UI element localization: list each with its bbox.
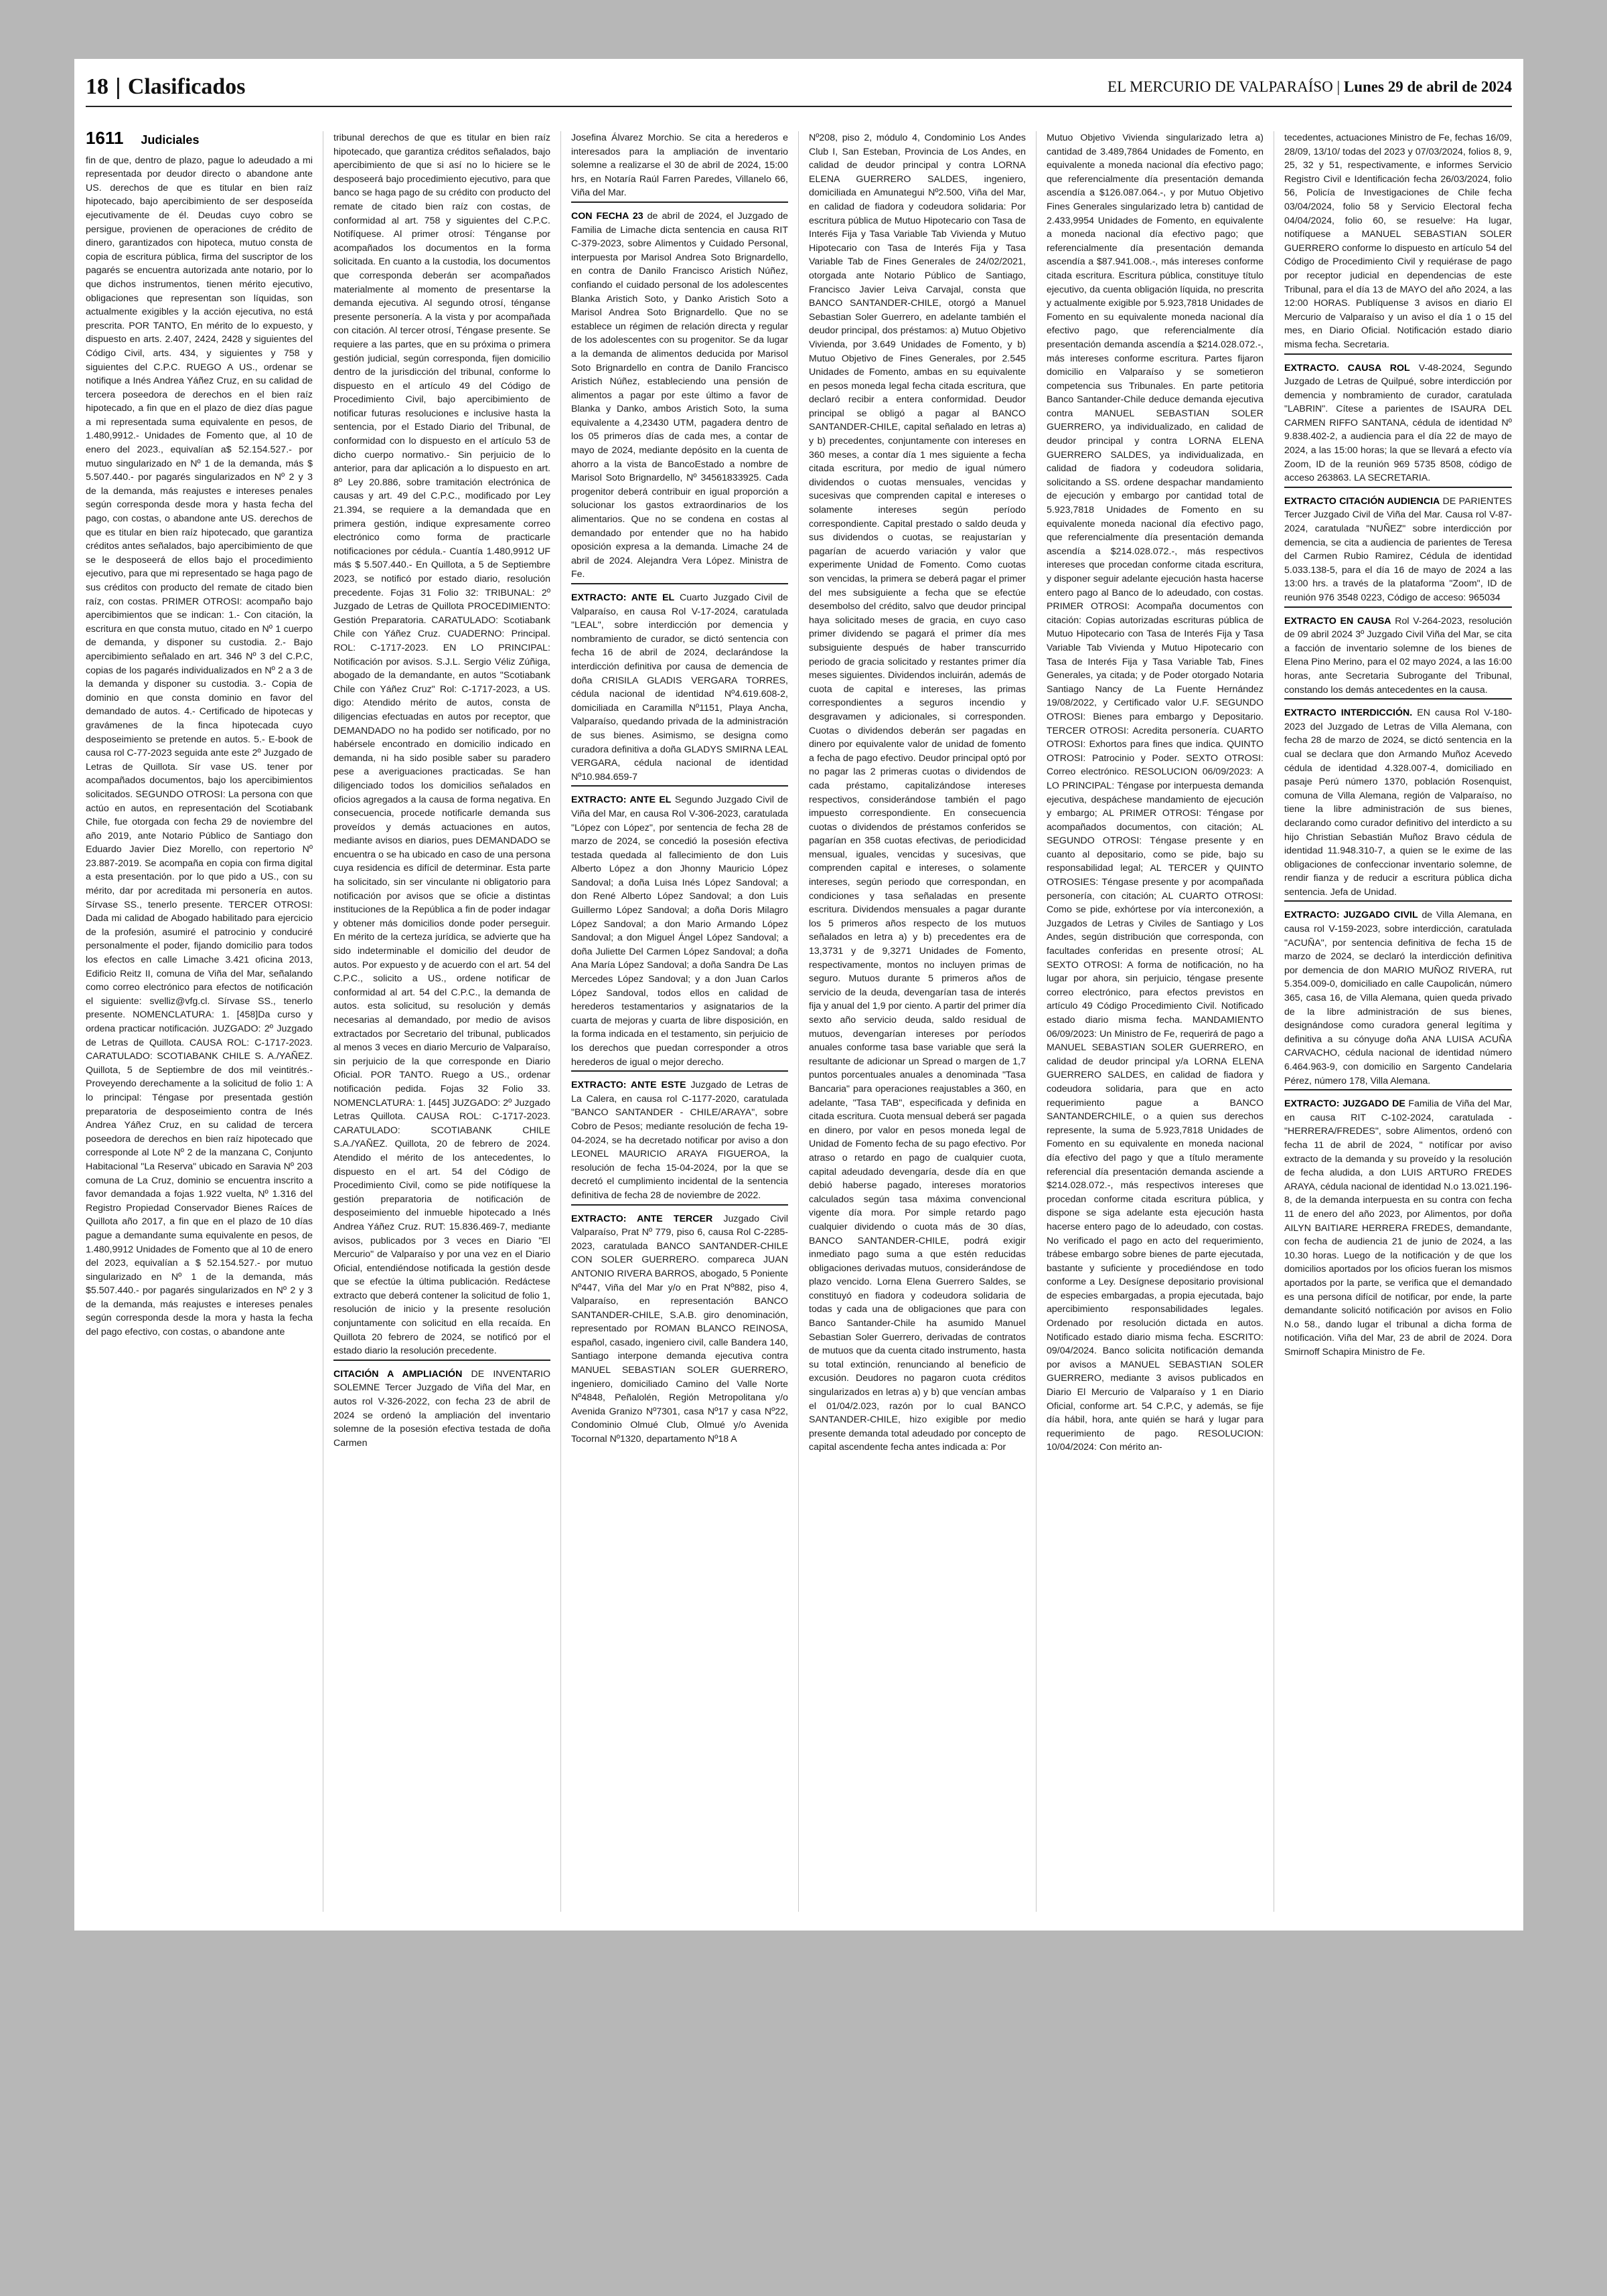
notice-text: Josefina Álvarez Morchio. Se cita a herederos e interesados para la ampliación de inventario solemne a realizarse el 30 de abril de 2024, 15:00 hrs, en Notaría Raúl Farren Paredes, Villanelo 66, Viña del Mar. [571, 133, 788, 199]
notice [1284, 495, 1512, 605]
notice [571, 591, 788, 784]
column-1 [86, 131, 323, 1912]
notice [571, 1078, 788, 1202]
notice [571, 793, 788, 1069]
notice-title: CITACIÓN A AMPLIACIÓN [333, 1368, 463, 1380]
notice-body: Juzgado Civil Valparaíso, Prat Nº 779, piso 6, causa Rol C-2285-2023, caratulada BANCO SANTANDER-CHILE CON SOLER GUERRERO. compareca JUAN ANTONIO RIVERA BARROS, abogado, 5 Poniente Nº447, Viña del Mar y/o en Prat Nº882, piso 4, Valparaíso, en representación BANCO SANTANDER-CHILE, S.A.B. giro denominación, representado por ROMAN BLANCO REINOSA, español, casado, ingeniero civil, calle Bandera 140, Santiago interpone demanda ejecutiva contra MANUEL SEBASTIAN SOLER GUERRERO, ingeniero, domiciliado Camino del Valle Norte Nº4848, Peñalolén, Región Metropolitana y/o Avenida Granizo Nº7301, casa Nº17 y casa Nº22, Condominio Olmué Club, Olmué y/o Avenida Tocornal Nº1320, departamento Nº18 A [571, 1213, 788, 1445]
notice-title: EXTRACTO EN CAUSA [1284, 615, 1391, 627]
page-number: 18 [86, 74, 108, 99]
notice-divider [1284, 900, 1512, 902]
header-separator: | [115, 74, 121, 100]
notice-title: CON FECHA 23 [571, 210, 643, 222]
notice [1284, 1097, 1512, 1359]
notice-text: tribunal derechos de que es titular en bien raíz hipotecado, que garantiza créditos señalados, bajo apercibimiento de que si así no lo hiciere se le desposeerá bajo procedimiento ejecutivo, para que banco se haga pago de su crédito con producto del remate de citado bien raíz con costas, de conformidad al art. 758 y siguientes del C.P.C. Notifíquese. Al primer otrosí: Ténganse por acompañados los documentos en la forma solicitada. En cuanto a la custodia, los documentos que corresponda deberán ser acompañados materialmente al momento de presentarse la demanda ejecutiva. Al segundo otrosí, ténganse presente personería. A la vista y por acompañada con citación. Al tercer otrosí, Téngase presente. Se requiere a las partes, que en su próxima o primera gestión judicial, según corresponda, fijen domicilio dentro de la jurisdicción del tribunal, conforme lo dispuesto en el artículo 49 del Código de Procedimiento Civil, bajo apercibimiento de notificar futuras resoluciones e inclusive hasta la sentencia, por el Estado Diario del Tribunal, de conformidad con lo dispuesto en el artículo 53 de dicho cuerpo normativo.- Sin perjuicio de lo anterior, para dar aplicación a lo dispuesto en art. 8º Ley 20.886, sobre tramitación electrónica de causas y art. 49 del C.P.C., modificado por Ley 21.394, se requiere a la demandada que en primera gestión, indique expresamente correo electrónico como forma de practicarle notificaciones por cédula.- Cuantía 1.480,9912 UF más $ 5.507.440.- En Quillota, a 5 de Septiembre 2023, se notificó por estado diario, resolución precedente. Fojas 31 Folio 32: TRIBUNAL: 2º Juzgado de Letras de Quillota PROCEDIMIENTO: Gestión Preparatoria. CARATULADO: Scotiabank Chile con Yáñez Cruz. CUADERNO: Principal. ROL: C-1717-2023. EN LO PRINCIPAL: Notificación por avisos. S.J.L. Sergio Véliz Zúñiga, abogado de la demandante, en autos "Scotiabank Chile con Yáñez Cruz" Rol: C-1717-2023, a US. digo: Atendido mérito de autos, consta de diligencias efectuadas en autos por receptor, que DEMANDADO no ha podido ser notificado, por no habérsele encontrado en domicilio indicado en demanda, ni ha sido posible saber su paradero pese a averiguaciones practicadas. Se han diligenciado todos los domicilios señalados en oficios agregados a la causa de forma negativa. En consecuencia, procede notificarle demanda sus proveídos y demás actuaciones en autos, mediante avisos en diarios, pues DEMANDADO se encuentra o se ha ubicado en caso de una persona cuya residencia es difícil de determinar. Esta parte ha solicitado, sin ser vinculante ni obligatorio para notificación por avisos que se oficie a distintas instituciones de la República a fin de poder indagar y obtener más domicilios donde poder perseguir. En mérito de la certeza jurídica, se advierte que ha sido indeterminable el domicilio del deudor de autos. Por expuesto y de acuerdo con el art. 54 del C.P.C., solicito a US., ordene notificar de conformidad al art. 54 del C.P.C., la demanda de autos. esta solicitud, su resolución y demás necesarias al demandado, por medio de avisos extractados por Secretario del tribunal, publicados al menos 3 veces en diario Mercurio de Valparaíso, sin perjuicio de la que corresponde en Diario Oficial. POR TANTO. Ruego a US., ordenar notificación pedida. Fojas 32 Folio 33. NOMENCLATURA: 1. [445] JUZGADO: 2º Juzgado Letras Quillota. CAUSA ROL: C-1717-2023. CARATULADO: SCOTIABANK CHILE S.A./YAÑEZ. Quillota, 20 de febrero de 2024. Atendido el mérito de los antecedentes, lo dispuesto en el art. 54 del Código de Procedimiento Civil, como se pide notifíquese la gestión preparatoria de notificación de desposeimiento del inmueble hipotecado a Inés Andrea Yáñez Cruz. RUT: 15.836.469-7, mediante avisos, publicados por 3 veces en Diario "El Mercurio" de Valparaíso y por una vez en el Diario Oficial, entendiéndose notificada la gestión desde que se efectúe la última publicación. Redáctese extracto que deberá contener la solicitud de folio 1, resolución de inicio y la presente resolución conjuntamente con solicitud en ella recaída. En Quillota 20 febrero de 2024, se notificó por el estado diario la resolución precedente. [333, 133, 550, 1357]
notice-body: DE PARIENTES Tercer Juzgado Civil de Viña del Mar. Causa rol V-87-2024, caratulada "NUÑEZ" sobre interdicción por demencia, se cita a audiencia de parientes de Teresa del Carmen Rubio Ramirez, Cédula de identidad 5.033.138-5, para el día 16 de mayo de 2024 a las 13:00 hrs. a través de la plataforma "Zoom", ID de reunión 976 3548 0223, Código de acceso: 965034 [1284, 495, 1512, 603]
notice-body: DE INVENTARIO SOLEMNE Tercer Juzgado de Viña del Mar, en autos rol V-326-2022, con fecha 23 de abril de 2024 se ordenó la ampliación del inventario solemne de la posesión efectiva testada de doña Carmen [333, 1368, 550, 1449]
notice-text: Mutuo Objetivo Vivienda singularizado letra a) cantidad de 3.489,7864 Unidades de Fomento, en equivalente a moneda nacional día efectivo pago; que referencialmente día presentación demanda ascendía a $126.087.064.-, y por Mutuo Objetivo Fines Generales singularizado letra b) cantidad de 2.433,9954 Unidades de Fomento, en equivalente a moneda nacional día efectivo pago; que referencialmente día presentación demanda ascendía a $87.941.008.-, más intereses conforme citada escritura. Escritura pública, constituye título ejecutivo, da cuenta obligación líquida, no prescrita y actualmente exigible por 5.923,7818 Unidades de Fomento en su equivalente moneda nacional día efectivo pago, que referencialmente día presentación demanda ascendía a $214.028.072.-, más intereses conforme escritura. Partes fijaron domicilio en Valparaíso y se sometieron competencia sus Tribunales. En parte petitoria Banco Santander-Chile deduce demanda ejecutiva contra MANUEL SEBASTIAN SOLER GUERRERO, ya individualizado, en calidad de deudor principal y contra LORNA ELENA GUERRERO SALDES, ya individualizada, en calidad de fiadora y codeudora solidaria, solicitando a SS. ordene despachar mandamiento de ejecución y embargo por cantidad total de 5.923,7818 Unidades de Fomento en su equivalente moneda nacional día efectivo pago, que referencialmente día presentación demanda ascendía a $214.028.072.-, más respectivos intereses que procedan conforme citada escritura, y disponer seguir adelante ejecución hasta hacerse entero pago al Banco de lo adeudado, con costas. PRIMER OTROSI: Acompaña documentos con citación: Copias autorizadas escrituras pública de Mutuo Hipotecario con Tasa de Interés Fija y Tasa Variable Tab Vivienda y Mutuo Hipotecario con Tasa de Interés Fija y Tasa Variable Tab, Fines Generales, ya citada; y de Poder otorgado Notaria Santiago Nancy de La Fuente Hernández 19/08/2022, y Certificado valor U.F. SEGUNDO OTROSI: Bienes para embargo y Depositario. TERCER OTROSI: Acredita personería. CUARTO OTROSI: Exhortos para fines que indica. QUINTO OTROSI: Patrocinio y Poder. SEXTO OTROSI: Correo electrónico. RESOLUCION 06/09/2023: A LO PRINCIPAL: Téngase por interpuesta demanda ejecutiva, despáchese mandamiento de ejecución y embargo; AL PRIMER OTROSI: Téngase por acompañados documentos, con citación; AL SEGUNDO OTROSI: Téngase presente y en cuanto al depositario, como se pide, bajo su responsabilidad legal; AL TERCER y QUINTO OTROSIES: Téngase presente y por acompañada personería, con citación; AL CUARTO OTROSI: Como se pide, exhórtese por vía interconexión, a Juzgados de Letras y Civiles de Santiago y Los Andes, según distribución que corresponda, con facultades conferidas en presente otrosí; AL SEXTO OTROSI: A forma de notificación, no ha lugar por ahora, sin perjuicio, téngase presente correo electrónico, para efectos previstos en artículo 49 Código Procedimiento Civil. Notificado estado diario misma fecha. MANDAMIENTO 06/09/2023: Un Ministro de Fe, requerirá de pago a MANUEL SEBASTIAN SOLER GUERRERO, en calidad de deudor principal y/a LORNA ELENA GUERRERO SALDES, en calidad de fiadora y codeudora solidaria, para que en acto requerimiento pague a BANCO SANTANDERCHILE, o a quien sus derechos represente, la suma de 5.923,7818 Unidades de Fomento en su equivalente en moneda nacional día efectivo del pago y que a título meramente referencial día presentación demanda asciende a $214.028.072.-, más respectivos intereses que procedan conforme citada escritura pública, y dispone se siga adelante esta ejecución hasta hacerse entero pago de lo adeudado, con costas. No verificado el pago en acto del requerimiento, trábese embargo sobre bienes de parte ejecutada, bastante y suficiente y procediéndose en todo conforme a Ley. Desígnese depositario provisional de especies embargadas, a propia ejecutada, bajo apercibimiento responsabilidades legales. Ordenado por resolución dictada en autos. Notificado estado diario misma fecha. ESCRITO: 09/04/2024. Banco solicita notificación demanda por avisos a MANUEL SEBASTIAN SOLER GUERRERO, mediante 3 avisos publicados en Diario El Mercurio de Valparaíso y 1 en Diario Oficial, conforme art. 54 C.P.C, y además, se fije día hábil, hora, ante quién se hará y lugar para requerimiento de pago. RESOLUCION: 10/04/2024: Con mérito an- [1047, 133, 1264, 1453]
notice-body: Familia de Viña del Mar, en causa RIT C-102-2024, caratulada - "HERRERA/FREDES", sobre Alimentos, ordenó con fecha 11 de abril de 2024, " notifícar por aviso extracto de la demanda y su proveído y la resolución de fecha aludida, a don LUIS ARTURO FREDES ARAYA, cédula nacional de identidad N.o 13.021.196-8, de la demanda interpuesta en su contra con fecha 11 de enero del año 2023, por Alimentos, por doña AILYN BAITIARE HERRERA FREDES, demandante, con fecha de audiencia 21 de junio de 2024, a las 10.30 horas. Luego de la notificación y de que los domicilios aportados por los oficios fueran los mismos aportados por la parte, se verifica que el demandado es una persona difícil de notificar, por ende, la parte demandante solicitó notificación por avisos en Folio N.o 58., dando lugar el tribunal a dicha forma de notificación. Viña del Mar, 23 de abril de 2024. Dora Smirnoff Schapira Ministro de Fe. [1284, 1098, 1512, 1358]
notice-title: EXTRACTO CITACIÓN AUDIENCIA [1284, 495, 1440, 507]
column-3 [561, 131, 799, 1912]
notice-title: EXTRACTO: ANTE EL [571, 592, 675, 603]
header-right [1107, 78, 1512, 96]
notice-title: EXTRACTO: ANTE EL [571, 795, 672, 806]
notice-divider [1284, 606, 1512, 608]
publication-name: EL MERCURIO DE VALPARAÍSO | [1107, 78, 1344, 95]
column-6 [1274, 131, 1512, 1912]
notice-body: de abril de 2024, el Juzgado de Familia de Limache dicta sentencia en causa RIT C-379-2023, sobre Alimentos y Cuidado Personal, interpuesta por Marisol Andrea Soto Brignardello, en contra de Danilo Francisco Aristich Núñez, confiando el cuidado personal de los adolescentes Blanka Aristich Soto, y Danko Aristich Soto a Marisol Andrea Soto Brignardello. Que no se establece un régimen de relación directa y regular de los adolescentes con su progenitor. Se da lugar a la demanda de alimentos deducida por Marisol Soto Brignardello en contra de Danilo Francisco Aristich Núñez, estableciendo una pensión de alimentos a pagar por este último a favor de Blanka y Danko, ambos Aristich Soto, la suma equivalente a 4,23430 UTM, pagadera dentro de los 05 primeros días de cada mes, a contar de mayo de 2024, mediante depósito en la cuenta de ahorro a la vista de BancoEstado a nombre de Marisol Soto Brignardello, Nº 34561833925. Cada progenitor deberá contribuir en igual proporción a solucionar los gastos extraordinarios de los alimentarios. Que no se condena en costas al demandado por entender que no ha habido oposición expresa a la demanda. Limache 24 de abril de 2024. Alejandra Vera López. Ministra de Fe. [571, 210, 788, 580]
notice [571, 210, 788, 582]
notice-title: EXTRACTO INTERDICCIÓN. [1284, 708, 1413, 719]
notice-body: Segundo Juzgado Civil de Viña del Mar, en causa Rol V-306-2023, caratulada "López con López", por sentencia de fecha 28 de marzo de 2024, se concedió la posesión efectiva testada quedada al fallecimiento de don Luis Alberto López a don Jhonny Mauricio López Sandoval; a doña Luisa Inés López Sandoval; a don René Alberto López Sandoval; a don Luis Guillermo López Sandoval; a doña Doris Milagro López Sandoval; a don Mario Armando López Sandoval; a don Miguel Ángel López Sandoval; a doña Juliette Del Carmen López Sandoval; a doña Ana María López Sandoval; a doña Sandra De Las Mercedes López Sandoval; y a don Juan Carlos López Sandoval, todos ellos en calidad de herederos testamentarios y asignatarios de la cuarta de mejoras y cuarta de libre disposición, en la forma indicada en el testamento, sin perjuicio de los derechos que puedan corresponder a otros herederos de igual o mejor derecho. [571, 795, 789, 1068]
notice-text: fin de que, dentro de plazo, pague lo adeudado a mi representada por deudor directo o abandone ante US. derechos de que es titular en bien raíz hipotecado, bajo apercibimiento de ser desposeída ejecutivamente de él. Deudas cuyo cobro se persigue, provienen de operaciones de crédito de dinero, garantizados con hipoteca, mutuo consta de copia de escritura pública, firma del suscriptor de los pagarés se encuentra autorizada ante notario, por lo que dichos instrumentos, tienen mérito ejecutivo, obligaciones que representan son líquidas, son actualmente exigibles y la acción ejecutiva, no está prescrita. POR TANTO, En mérito de lo expuesto, y dispuesto en arts. 2.407, 2424, 2428 y siguientes del Código Civil, arts. 434, y siguientes y 758 y siguientes del C.P.C. RUEGO A US., ordenar se notifique a Inés Andrea Yáñez Cruz, en su calidad de tercera poseedora de derechos en el bien raíz hipotecado, a fin que en el plazo de diez días pague a mi representada suma equivalente en pesos, de 1.480,9912.- Unidades de Fomento que, al 10 de enero del 2023., equivalían a$ 52.154.527.- por mutuo singularizado en Nº 1 de la demanda, más $ 5.507.440.- por pagarés singularizados en Nº 2 y 3 de la demanda, más reajustes e intereses penales según corresponda desde mora y hasta fecha del pago, con costas, o abandone ante US. derechos de que es titular en bien raíz hipotecado, que garantiza créditos antes señalados, bajo apercibimiento de que se le desposeerá de ellos bajo el procedimiento ejecutivo, para que mi representado se haga pago de sus créditos con producto del remate de citado bien raíz, con costas. PRIMER OTROSI: acompaño bajo apercibimientos que se indican: 1.- Con citación, la escritura en que consta mutuo, citado en Nº 1 cuerpo de demanda, y disponer su custodia. 2.- Bajo apercibimiento señalado en art. 346 Nº 3 del C.P.C, copias de los pagarés individualizados en Nº 2 a 3 de la demanda y disponer su custodia. 3.- Copia de dominio en que consta dominio en favor del demandado de autos. 4.- Certificado de hipotecas y gravámenes de la finca hipotecada cuyo desposeimiento se pretende en autos. 5.- E-book de causa rol C-77-2023 seguida ante este 2º Juzgado de Letras de Quillota. Sír vase US. tener por acompañados documentos, bajo los apercibimientos solicitados. SEGUNDO OTROSI: La persona con que actúo en autos, en representación del Scotiabank Chile, fue otorgada con fecha 29 de noviembre del año 2019, ante Notario Público de Santiago don Eduardo Javier Diez Morello, con repertorio Nº 23.887-2019. Se acompaña en copia con firma digital a esta presentación. por lo que pido a US., con su mérito, dar por acreditada mi personería en autos. Sírvase SS., tenerlo presente. TERCER OTROSI: Dada mi calidad de Abogado habilitado para ejercicio de la profesión, asumiré el patrocinio y conduciré personalmente el poder, fijando domicilio para todos los efectos en calle Limache 3.421 oficina 2013, Edificio Reitz II, comuna de Viña del Mar, señalando como correo electrónico para efectos de notificación el siguiente: svelliz@vfg.cl. Sírvase SS., tenerlo presente. NOMENCLATURA: 1. [458]Da curso y ordena practicar notificación. JUZGADO: 2º Juzgado de Letras de Quillota. CAUSA ROL: C-1717-2023. CARATULADO: SCOTIABANK CHILE S. A./YAÑEZ. Quillota, 5 de Septiembre de dos mil veintitrés.- Proveyendo derechamente a la solicitud de folio 1: A lo principal: Téngase por presentada gestión preparatoria de desposeimiento contra de Inés Andrea Yáñez Cruz, en su calidad de tercera poseedora de derechos en bien raíz hipotecado que corresponde al Lote Nº 2 de la manzana C, Conjunto Habitacional "La Reserva" ubicado en Saravia Nº 203 comuna de La Cruz, dominio se encuentra inscrito a favor demandada a fojas 1.922 vuelta, Nº 1.316 del Registro Propiedad Conservador Bienes Raíces de Quillota año 2017, a fin que en el plazo de 10 días pague a demandante suma equivalente en pesos, de 1.480,9912 Unidades de Fomento que al 10 de enero del 2023, equivalían a $ 52.154.527.- por mutuo singularizado en Nº 1 de la demanda, más $5.507.440.- por pagarés singularizados en Nº 2 y 3 de la demanda, más reajustes e intereses penales según corresponda desde la mora y hasta la fecha del pago efectivo, con costas, o abandone ante [86, 155, 313, 1338]
notice-divider [1284, 487, 1512, 488]
notice-title: EXTRACTO: JUZGADO DE [1284, 1098, 1405, 1110]
notice-body: V-48-2024, Segundo Juzgado de Letras de Quilpué, sobre interdicción por demencia y nombramiento de curador, caratulada "LABRIN". Cítese a parientes de ISAURA DEL CARMEN RIFFO SANTANA, cédula de identidad Nº 9.838.402-2, a audiencia para el día 22 de mayo de 2024, a las 15:00 horas; la que se llevará a efecto vía Zoom, ID de la reunión 969 5735 8508, código de acceso 263863. LA SECRETARIA. [1284, 362, 1512, 484]
notice-divider [333, 1360, 550, 1361]
notice-body: EN causa Rol V-180-2023 del Juzgado de Letras de Villa Alemana, con fecha 28 de marzo de 2024, se dictó sentencia en la cual se declara que don Armando Muñoz Acevedo cédula de identidad 4.328.007-4, domiciliado en pasaje Perú número 1370, población Rosenquist, comuna de Villa Alemana, región de Valparaíso, no tiene la libre administración de sus bienes, declarando como curador definitivo del interdicto a su hijo Christian Sebastián Muñoz Bravo cédula de identidad 11.948.310-7, a quien se le exime de las obligaciones de confeccionar inventario solemne, de rendir fianza y de reducir a escritura pública dicha sentencia. Jefa de Unidad. [1284, 708, 1512, 898]
notice-body: Juzgado de Letras de La Calera, en causa rol C-1177-2020, caratulada "BANCO SANTANDER - CHILE/ARAYA", sobre Cobro de Pesos; mediante resolución de fecha 19-04-2024, se ha decretado notificar por aviso a don LEONEL MAURICIO ARAYA FIGUEROA, la resolución de fecha 15-04-2024, por la que se decretó el cumplimiento incidental de la sentencia definitiva de fecha 28 de noviembre de 2022. [571, 1080, 788, 1201]
notice-divider [571, 1204, 788, 1206]
notice-text: Nº208, piso 2, módulo 4, Condominio Los Andes Club I, San Esteban, Provincia de Los Andes, en calidad de deudor principal y contra LORNA ELENA GUERRERO SALDES, ingeniero, domiciliada en Amunategui Nº2.500, Viña del Mar, en calidad de fiadora y codeudora solidaria: Por escritura pública de Mutuo Hipotecario con Tasa de Interés Fija y Tasa Variable Tab Vivienda y Mutuo Hipotecario con Tasa de Interés Fija y Tasa Variable Tab de Fines Generales de 24/02/2021, otorgada ante Notario Público de Santiago, Francisco Javier Leiva Carvajal, consta que BANCO SANTANDER-CHILE, otorgó a Manuel Sebastian Soler Guerrero, en adelante también el deudor principal, dos préstamos: a) Mutuo Objetivo Vivienda, por 3.649 Unidades de Fomento, y b) Mutuo Objetivo de Fines Generales, por 2.545 Unidades de Fomento, ambas en su equivalente en pesos moneda legal fecha citada escritura, que declaró recibir a entera conformidad. Deudor principal se obligó a pagar al BANCO SANTANDER-CHILE, capital señalado en letras a) y b) precedentes, conjuntamente con intereses en 360 meses, a contar día 1 mes siguiente a fecha citada escritura, por medio de igual número dividendos o cuotas mensuales, vencidas y sucesivas que comprenden capital e intereses o solamente intereses según período correspondiente. Capital prestado o saldo deuda y sus dividendos o cuotas, se reajustarían y pagarían de acuerdo variación y valor que experimente Unidad de Fomento. Como cuotas son vencidas, la primera se deberá pagar el primer del mes subsiguiente a fecha que se efectúe desembolso del crédito, salvo que deudor principal haya solicitado meses de gracia, en cuyo caso primer dividendo se pagará el primer día mes subsiguiente después de haber transcurrido periodo de gracia solicitado y restantes primer día meses siguientes. Dividendos incluirán, además de cuota de capital e intereses, las primas correspondientes a seguros incendio y desgravamen y adicionales, si corresponden. Cuotas o dividendos deberán ser pagadas en dinero por equivalente valor de unidad de fomento a fecha de pago efectivo. Deudor principal optó por no pagar las 2 primeras cuotas o dividendos de cada préstamo, capitalizándose intereses respectivos, considerándose también el pago impuesto correspondiente. En consecuencia cuotas o dividendos de préstamos conferidos se pagarían en 358 cuotas efectivas, de periodicidad mensual, iguales, vencidas y sucesivas, que comprenden capital e intereses, o solamente intereses, según periodo que correspondan, en condiciones y tasa señaladas en presente escritura. Dividendos mensuales a pagar durante los 5 primeros años respecto de los mutuos señalados en letra a) y b) precedentes era de 13,3731 y de 9,3271 Unidades de Fomento, respectivamente, montos no incluyen primas de seguro. Mutuos durante 5 primeros años de servicio de la deuda, devengarían tasa de interés fija y anual del 1,9 por ciento. A partir del primer día sexto año servicio deuda, saldo residual de mutuos, devengarían intereses por períodos anuales conforme tasa base variable que será la resultante de adicionar un Spread o margen de 1,7 puntos porcentuales anuales a denominada "Tasa Bancaria" para operaciones reajustables a 360, en adelante, "Tasa TAB", especificada y definida en citada escritura. Cuota mensual deberá ser pagada en dinero, por valor en pesos moneda legal de Unidad de Fomento fecha de su pago efectivo. Por atraso o retardo en pago de cualquier cuota, capital adeudado devengaría, desde día en que debió haberse pagado, intereses moratorios calculados según tasa máxima convencional vigente día mora. Por simple retardo pago cualquier dividendo o cuota más de 30 días, BANCO SANTANDER-CHILE, podrá exigir inmediato pago suma a que estén reducidas obligaciones derivadas mutuos, considerándose de plazo vencido. Lorna Elena Guerrero Saldes, se constituyó en fiadora y codeudora solidaria de todas y cada una de obligaciones que para con Banco Santander-Chile ha asumido Manuel Sebastian Soler Guerrero, derivadas de contratos de mutuos que da cuenta citado instrumento, hasta su total extinción, renunciando al beneficio de excusión. Deudores no pagaron cuota créditos singularizados en letras a) y b) que vencían ambas el 01/04/2.023, razón por lo cual BANCO SANTANDER-CHILE, hizo exigible por medio presente demanda total adeudado por concepto de capital ascendente fecha antes indicada a: Por [809, 133, 1026, 1453]
publication-date: Lunes 29 de abril de 2024 [1343, 78, 1512, 95]
column-4 [799, 131, 1037, 1912]
notice-title: EXTRACTO: ANTE ESTE [571, 1080, 686, 1091]
notice-title: EXTRACTO: ANTE TERCER [571, 1213, 713, 1224]
header-left [86, 74, 246, 100]
notice-divider [571, 1070, 788, 1072]
section-tag [86, 131, 313, 147]
notice-body: Rol V-264-2023, resolución de 09 abril 2024 3º Juzgado Civil Viña del Mar, se cita a facción de inventario solemne de los bienes de Elena Pino Merino, para el 02 mayo 2024, a las 16:00 horas, ante Secretaria Subrogante del Tribunal, constando los demás antecedentes en la causa. [1284, 615, 1512, 695]
notice [333, 1368, 550, 1451]
newspaper-page [74, 59, 1523, 1931]
notice [1284, 706, 1512, 899]
notice-divider [571, 201, 788, 203]
notice-body: Cuarto Juzgado Civil de Valparaíso, en causa Rol V-17-2024, caratulada "LEAL", sobre interdicción por demencia y nombramiento de curador, se dictó sentencia con fecha 16 de abril de 2024, declarándose la interdicción definitiva por causa de demencia de doña CRISILA GLADIS VERGARA TORRES, cédula nacional de identidad Nº4.619.608-2, domiciliada en Caramilla Nº1151, Playa Ancha, Valparaíso, quedando privada de la administración de sus bienes. Asimismo, se designa como curadora definitiva a doña GLADYS SMIRNA LEAL VERGARA, cédula nacional de identidad Nº10.984.659-7 [571, 592, 788, 783]
section-name: Clasificados [127, 74, 246, 99]
notice-text: tecedentes, actuaciones Ministro de Fe, fechas 16/09, 28/09, 13/10/ todas del 2023 y 07/03/2024, folios 8, 9, 25, 32 y 51, respectivamente, e informes Servicio Registro Civil e Identificación fecha 26/03/2024, folio 56, Policía de Investigaciones de Chile fecha 03/04/2024, folio 58 y Servicio Electoral fecha 04/04/2024, folio 60, se resuelve: Ha lugar, notifíquese a MANUEL SEBASTIAN SOLER GUERRERO conforme lo dispuesto en artículo 54 del Código de Procedimiento Civil y requiérase de pago por receptor judicial en dependencias de este Tribunal, para el día 13 de MAYO del año 2024, a las 12:00 HORAS. Publíquense 3 avisos en diario El Mercurio de Valparaíso y un aviso el día 1 o 15 del mes, en Diario Oficial. Notificación estado diario misma fecha. Secretaria. [1284, 133, 1512, 350]
notice-body: de Villa Alemana, en causa rol V-159-2023, sobre interdicción, caratulada "ACUÑA", por sentencia definitiva de fecha 15 de marzo de 2024, se declaró la interdicción definitiva por demencia de don MARIO MUÑOZ RIVERA, rut 5.354.009-0, domiciliado en calle Caupolicán, número 365, casa 16, de Villa Alemana, quien queda privado de la libre administración de sus bienes, designándose como curadora general legítima y definitiva a su cónyuge doña ANA LUISA ACUÑA CARVACHO, cédula nacional de identidad número 6.464.963-9, con domicilio en Sargento Candelaria Pérez, número 178, Villa Alemana. [1284, 910, 1512, 1086]
notice [1284, 614, 1512, 698]
classifieds-columns [86, 131, 1512, 1912]
notice [1284, 908, 1512, 1088]
page-header [86, 68, 1512, 107]
notice [1284, 361, 1512, 485]
section-label: Judiciales [141, 133, 200, 147]
column-2 [323, 131, 561, 1912]
notice-divider [1284, 1089, 1512, 1090]
notice-divider [571, 785, 788, 787]
column-5 [1037, 131, 1274, 1912]
notice-title: EXTRACTO: JUZGADO CIVIL [1284, 910, 1418, 921]
section-code: 1611 [86, 131, 124, 148]
notice-divider [571, 583, 788, 584]
notice-divider [1284, 698, 1512, 700]
notice [571, 1212, 788, 1447]
notice-divider [1284, 353, 1512, 355]
notice-title: EXTRACTO. CAUSA ROL [1284, 362, 1410, 374]
